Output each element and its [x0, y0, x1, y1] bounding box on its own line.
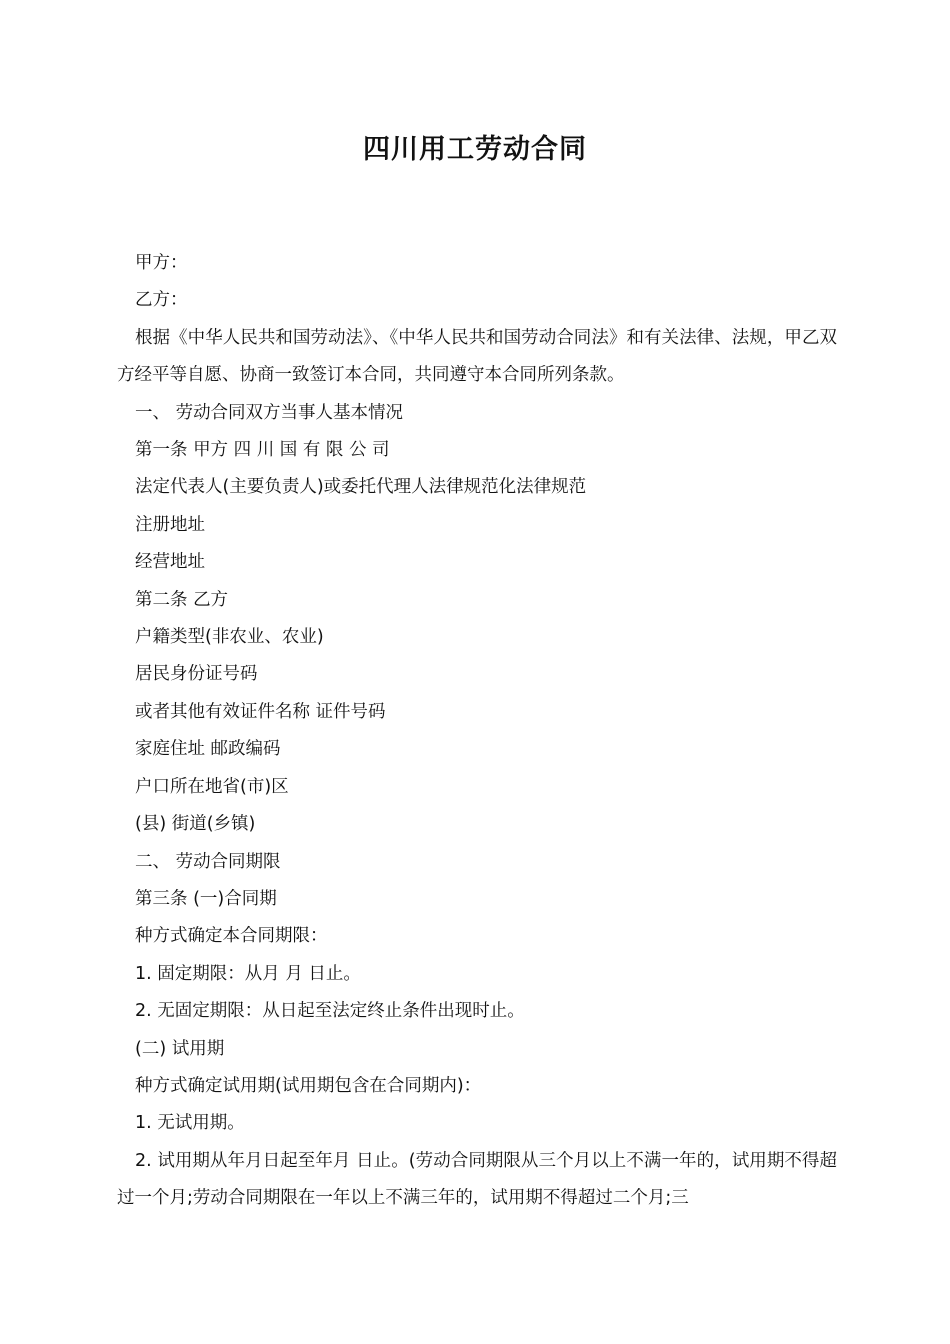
other-certificate-line: 或者其他有效证件名称 证件号码: [135, 701, 386, 722]
article-1-line: 第一条 甲方 四 川 国 有 限 公 司: [135, 440, 390, 461]
probation-method-line: 种方式确定试用期(试用期包含在合同期内)：: [135, 1075, 482, 1096]
section-heading-1: 一、 劳动合同双方当事人基本情况: [135, 402, 404, 423]
fixed-term-line: 1. 固定期限：从月 月 日止。: [135, 963, 361, 984]
id-number-line: 居民身份证号码: [135, 664, 258, 685]
no-probation-line: 1. 无试用期。: [135, 1113, 245, 1134]
document-body: [117, 245, 837, 1218]
household-location-line: 户口所在地省(市)区: [135, 776, 289, 797]
open-term-line: 2. 无固定期限：从日起至法定终止条件出现时止。: [135, 1001, 525, 1022]
preamble-paragraph: 根据《中华人民共和国劳动法》、《中华人民共和国劳动合同法》和有关法律、法规，甲乙双方经平等自愿、协商一致签订本合同，共同遵守本合同所列条款。: [117, 327, 837, 386]
probation-heading: (二) 试用期: [135, 1038, 225, 1059]
probation-period-paragraph: 2. 试用期从年月日起至年月 日止。(劳动合同期限从三个月以上不满一年的，试用期不得超过一个月;劳动合同期限在一年以上不满三年的，试用期不得超过二个月;三: [117, 1150, 837, 1209]
term-method-line: 种方式确定本合同期限：: [135, 926, 328, 947]
party-a-line: 甲方：: [135, 253, 188, 273]
registered-address-line: 注册地址: [135, 514, 205, 535]
legal-representative-line: 法定代表人(主要负责人)或委托代理人法律规范化法律规范: [135, 477, 587, 498]
county-street-line: (县) 街道(乡镇): [135, 814, 256, 835]
article-3-line: 第三条 (一)合同期: [135, 888, 277, 909]
home-address-line: 家庭住址 邮政编码: [135, 739, 281, 760]
business-address-line: 经营地址: [135, 552, 205, 573]
document-title: 四川用工劳动合同: [363, 134, 587, 165]
household-type-line: 户籍类型(非农业、农业): [135, 627, 324, 648]
section-heading-2: 二、 劳动合同期限: [135, 851, 281, 872]
article-2-line: 第二条 乙方: [135, 589, 229, 610]
party-b-line: 乙方：: [135, 290, 188, 311]
